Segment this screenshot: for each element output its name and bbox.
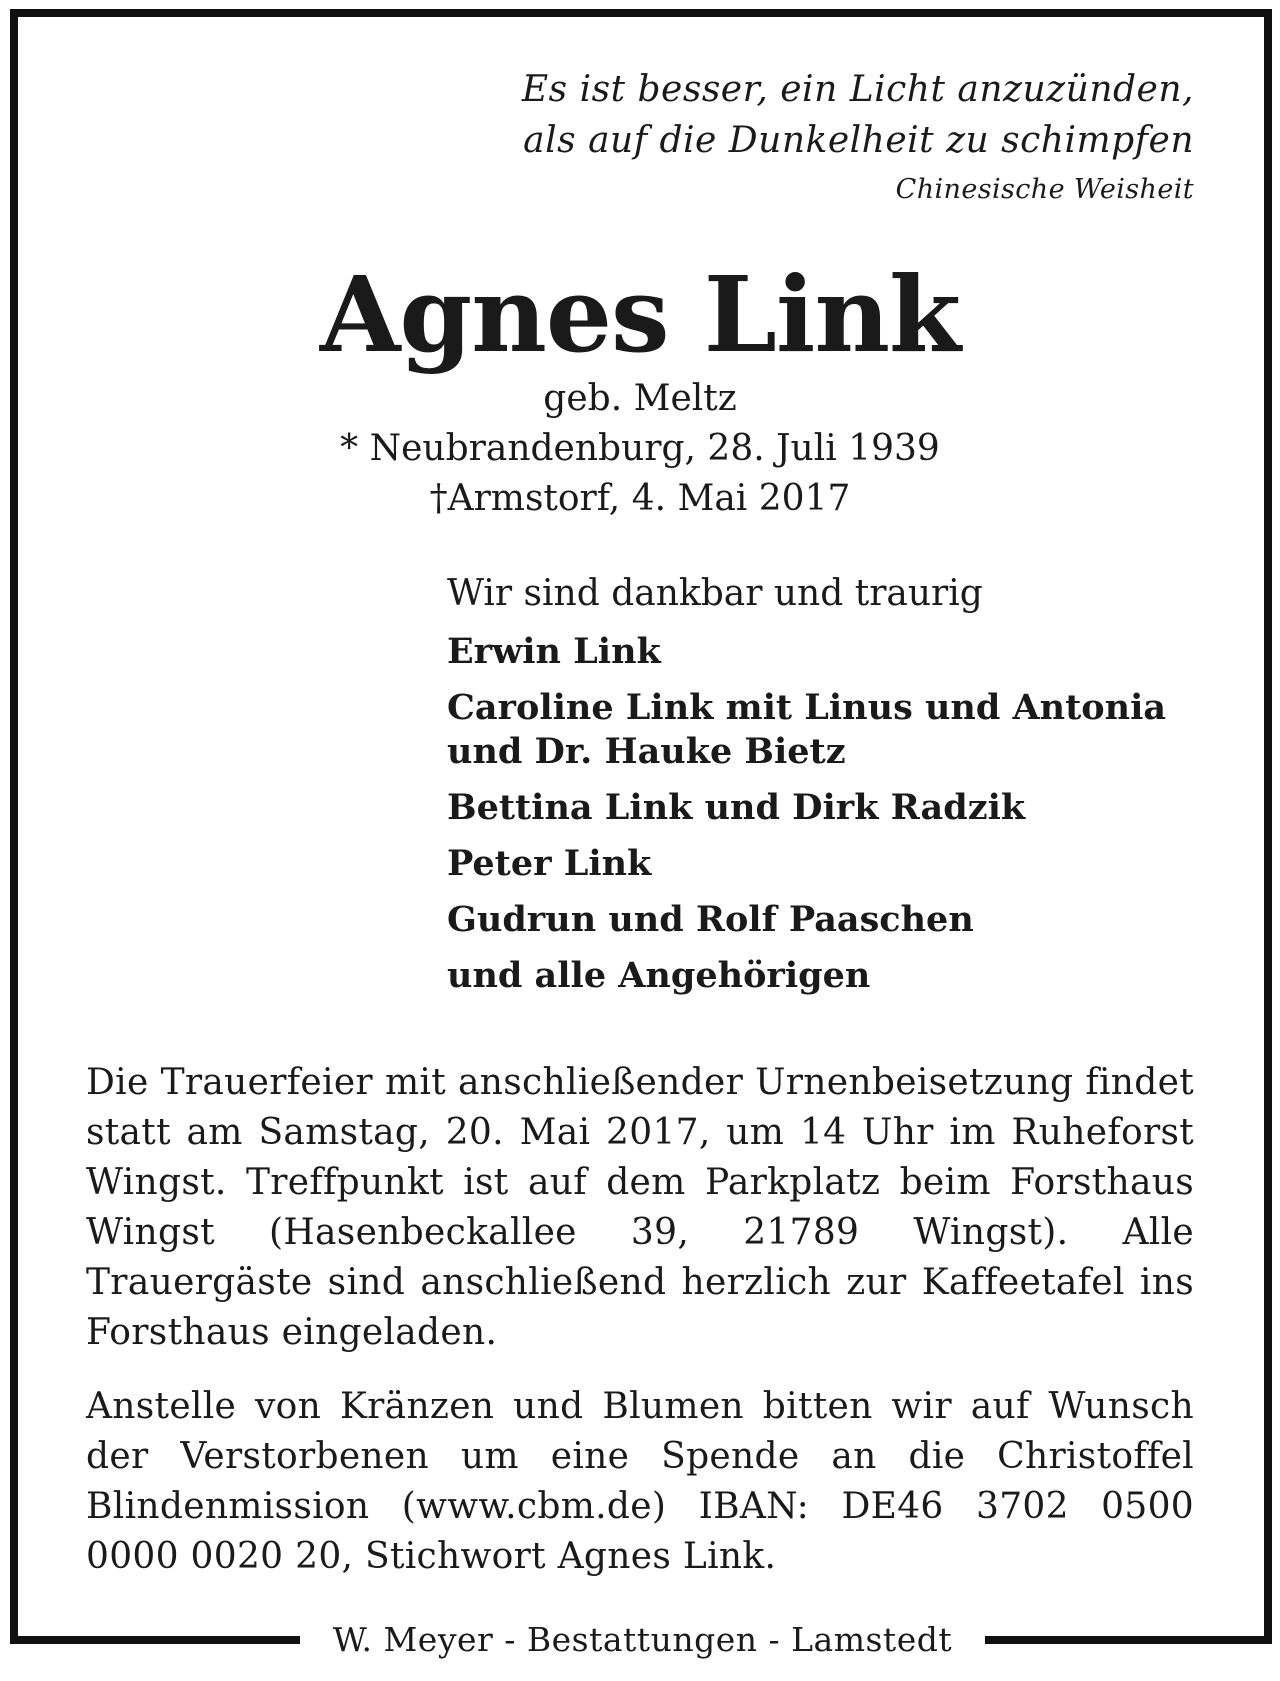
mourner-name: Erwin Link: [447, 631, 661, 672]
donation-paragraph: Anstelle von Kränzen und Blumen bitten wir auf Wunsch der Verstorbenen um eine Spende an die Christoffel Blindenmission (www.cbm.de) IBAN: DE46 3702 0500 0000 0020 20, Stichwort Agnes Link.: [86, 1386, 1194, 1577]
mourners-list: [447, 574, 1207, 1010]
mourner-name: Bettina Link und Dirk Radzik: [447, 787, 1026, 828]
mourner-name: Peter Link: [447, 843, 652, 884]
footer-rule-right: [985, 1636, 1272, 1644]
deceased-details: [0, 374, 1280, 524]
deceased-name: Agnes Link: [319, 253, 961, 376]
mourner-name: Caroline Link mit Linus und Antonia und Dr. Hauke Bietz: [447, 687, 1167, 772]
quote-source: Chinesische Weisheit: [895, 174, 1194, 205]
footer-rule-left: [10, 1636, 300, 1644]
mourner-name: und alle Angehörigen: [447, 955, 871, 996]
death-info: †Armstorf, 4. Mai 2017: [429, 478, 851, 519]
quote-line-2: als auf die Dunkelheit zu schimpfen: [523, 120, 1194, 161]
funeral-home-footer: W. Meyer - Bestattungen - Lamstedt: [332, 1620, 953, 1659]
funeral-paragraph: Die Trauerfeier mit anschließender Urnenbeisetzung findet statt am Samstag, 20. Mai 2017, um 14 Uhr im Ruheforst Wingst. Treffpunkt ist auf dem Parkplatz beim Forsthaus Wingst (Hasenbeckallee 39, 21789 Wingst). Alle Trauergäste sind anschließend herzlich zur Kaffeetafel ins Forsthaus eingeladen.: [86, 1062, 1194, 1353]
maiden-name: geb. Meltz: [543, 378, 737, 419]
birth-info: * Neubrandenburg, 28. Juli 1939: [340, 428, 940, 469]
epigraph-quote: [522, 64, 1194, 166]
quote-line-1: Es ist besser, ein Licht anzuzünden,: [521, 69, 1194, 110]
mourners-intro: Wir sind dankbar und traurig: [447, 573, 983, 614]
mourner-name: Gudrun und Rolf Paaschen: [447, 899, 974, 940]
